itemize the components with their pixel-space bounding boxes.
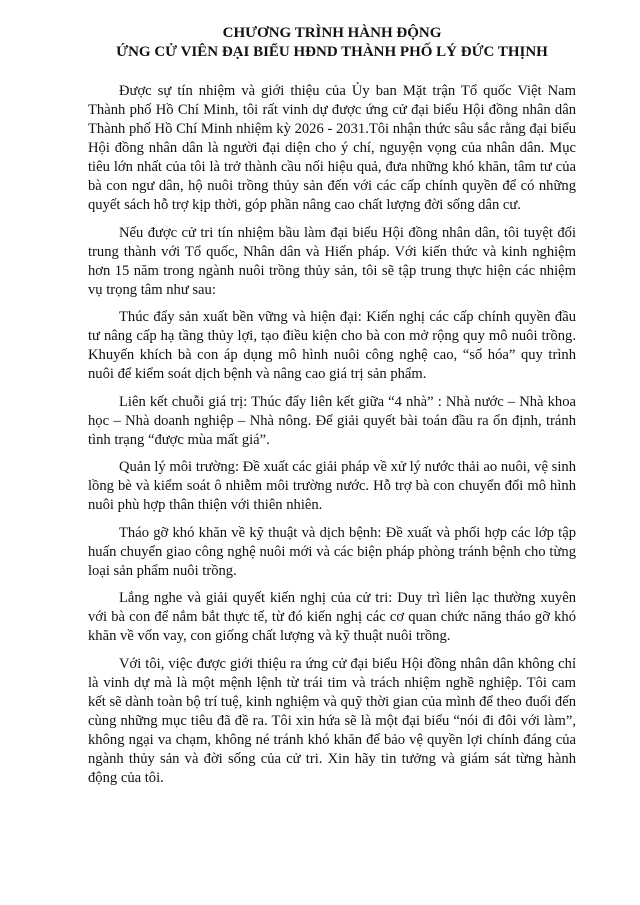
paragraph-task-sustainable-production: Thúc đẩy sản xuất bền vững và hiện đại: Kiến nghị các cấp chính quyền đầu tư nâng cấp hạ tầng thủy lợi, tạo điều kiện cho bà con mở rộng quy mô nuôi trồng. Khuyến khích bà con áp dụng mô hình nuôi công nghệ cao, “số hóa” quy trình nuôi để kiểm soát dịch bệnh và nâng cao giá trị sản phẩm. — [88, 309, 576, 382]
paragraph-task-value-chain: Liên kết chuỗi giá trị: Thúc đẩy liên kết giữa “4 nhà” : Nhà nước – Nhà khoa học – Nhà doanh nghiệp – Nhà nông. Để giải quyết bài toán đầu ra ổn định, tránh tình trạng “được mùa mất giá”. — [88, 393, 576, 448]
paragraph-closing: Với tôi, việc được giới thiệu ra ứng cử đại biểu Hội đồng nhân dân không chỉ là vinh dự mà là một mệnh lệnh từ trái tim và trách nhiệm nghề nghiệp. Tôi cam kết sẽ dành toàn bộ trí tuệ, kinh nghiệm và quỹ thời gian của mình để theo đuổi đến cùng những mục tiêu đã đề ra. Tôi xin hứa sẽ là một đại biểu “nói đi đôi với làm”, không ngại va chạm, không né tránh khó khăn để bảo vệ quyền lợi chính đáng của ngành thủy sản và đời sống của cử tri. Xin hãy tin tưởng và giám sát từng hành động của tôi. — [88, 655, 576, 786]
document-body — [88, 82, 576, 788]
document-title — [88, 24, 576, 62]
paragraph-intro: Được sự tín nhiệm và giới thiệu của Ủy ban Mặt trận Tổ quốc Việt Nam Thành phố Hồ Chí Minh, tôi rất vinh dự được ứng cử đại biểu Hội đồng nhân dân Thành phố Hồ Chí Minh nhiệm kỳ 2026 - 2031.Tôi nhận thức sâu sắc rằng đại biểu Hội đồng nhân dân là người đại diện cho ý chí, nguyện vọng của nhân dân. Mục tiêu lớn nhất của tôi là trở thành cầu nối hiệu quả, đưa những khó khăn, tâm tư của bà con ngư dân, hộ nuôi trồng thủy sản đến với các cấp chính quyền để có những quyết sách hỗ trợ kịp thời, góp phần nâng cao chất lượng đời sống dân cư. — [88, 83, 576, 213]
paragraph-task-technical-support: Tháo gỡ khó khăn về kỹ thuật và dịch bệnh: Đề xuất và phối hợp các lớp tập huấn chuyển giao công nghệ nuôi mới và các biện pháp phòng tránh bệnh cho từng loại sản phẩm nuôi trồng. — [88, 524, 576, 579]
title-line-2: ỨNG CỬ VIÊN ĐẠI BIỂU HĐND THÀNH PHỐ LÝ ĐỨC THỊNH — [116, 44, 548, 60]
title-line-1: CHƯƠNG TRÌNH HÀNH ĐỘNG — [222, 25, 442, 41]
paragraph-task-environment: Quản lý môi trường: Đề xuất các giải pháp về xử lý nước thải ao nuôi, vệ sinh lồng bè và kiểm soát ô nhiễm môi trường nước. Hỗ trợ bà con chuyển đổi mô hình nuôi phù hợp thân thiện với thiên nhiên. — [88, 459, 576, 513]
paragraph-task-listen-voters: Lắng nghe và giải quyết kiến nghị của cử tri: Duy trì liên lạc thường xuyên với bà con để nắm bắt thực tế, từ đó kiến nghị các cơ quan chức năng tháo gỡ khó khăn về vốn vay, con giống chất lượng và kỹ thuật nuôi trồng. — [88, 590, 576, 644]
paragraph-commitment: Nếu được cử tri tín nhiệm bầu làm đại biểu Hội đồng nhân dân, tôi tuyệt đối trung thành với Tổ quốc, Nhân dân và Hiến pháp. Với kiến thức và kinh nghiệm hơn 15 năm trong ngành nuôi trồng thủy sản, tôi sẽ tập trung thực hiện các nhiệm vụ trọng tâm như sau: — [88, 224, 576, 298]
